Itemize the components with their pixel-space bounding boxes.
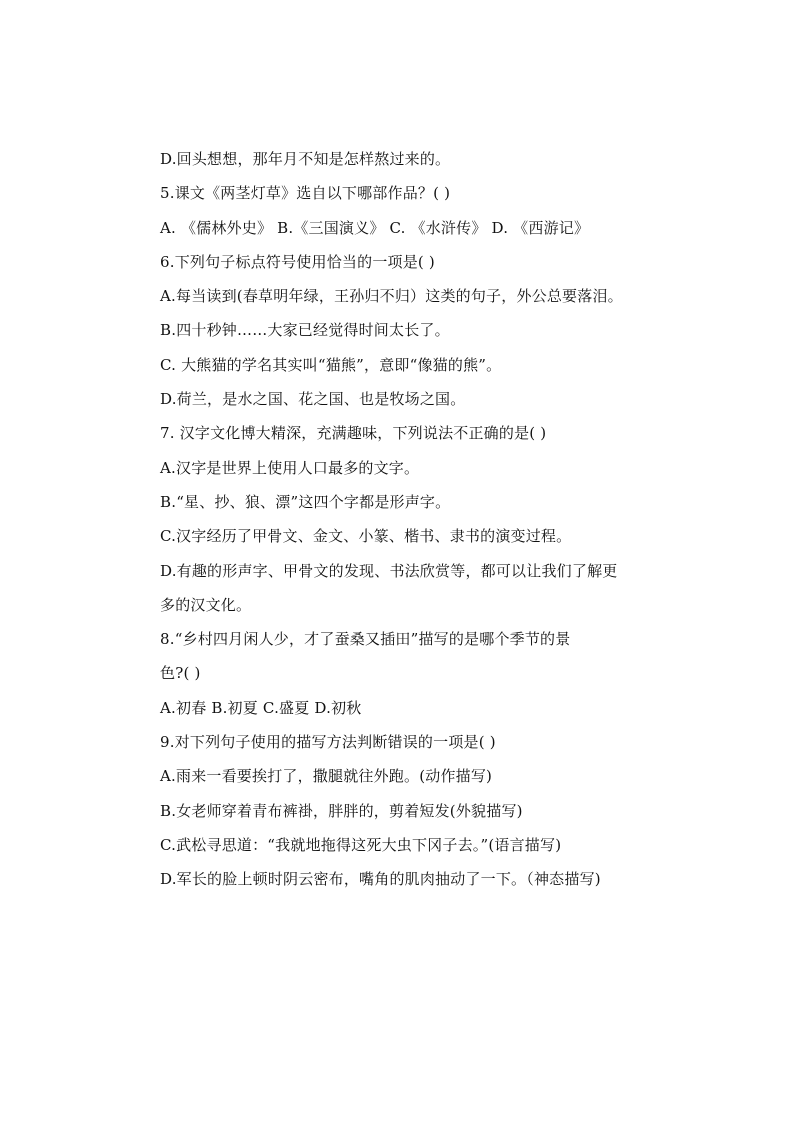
question-9-option-a: A.雨来一看要挨打了，撒腿就往外跑。(动作描写) — [160, 767, 493, 786]
question-6-option-b: B.四十秒钟……大家已经觉得时间太长了。 — [160, 321, 450, 340]
question-7-option-d-line-1: D.有趣的形声字、甲骨文的发现、书法欣赏等，都可以让我们了解更 — [160, 561, 618, 580]
question-5-options: A. 《儒林外史》 B.《三国演义》 C. 《水浒传》 D. 《西游记》 — [160, 218, 590, 237]
question-8-line-1: 8.“乡村四月闲人少，才了蚕桑又插田”描写的是哪个季节的景 — [160, 630, 571, 649]
question-9-option-d: D.军长的脸上顿时阴云密布，嘴角的肌肉抽动了一下。（神态描写) — [160, 870, 601, 889]
question-9-option-c: C.武松寻思道：“我就地拖得这死大虫下冈子去。”(语言描写) — [160, 835, 562, 854]
question-9: 9.对下列句子使用的描写方法判断错误的一项是( ) — [160, 733, 496, 752]
question-8-line-2: 色?( ) — [160, 664, 201, 683]
question-6-option-a: A.每当读到(春草明年绿，王孙归不归）这类的句子，外公总要落泪。 — [160, 287, 623, 306]
question-6-option-d: D.荷兰，是水之国、花之国、也是牧场之国。 — [160, 390, 466, 409]
question-6-option-c: C. 大熊猫的学名其实叫“猫熊”，意即“像猫的熊”。 — [160, 355, 502, 374]
question-7-option-b: B.“星、抄、狼、漂”这四个字都是形声字。 — [160, 492, 451, 511]
question-7-option-d-line-2: 多的汉文化。 — [160, 595, 252, 614]
question-9-option-b: B.女老师穿着青布裤褂，胖胖的，剪着短发(外貌描写) — [160, 801, 523, 820]
option-d-q4: D.回头想想，那年月不知是怎样熬过来的。 — [160, 150, 451, 168]
question-5: 5.课文《两茎灯草》选自以下哪部作品？( ) — [160, 184, 451, 203]
question-8-options: A.初春 B.初夏 C.盛夏 D.初秋 — [160, 698, 362, 717]
question-7-option-c: C.汉字经历了甲骨文、金文、小篆、楷书、隶书的演变过程。 — [160, 527, 572, 546]
question-6: 6.下列句子标点符号使用恰当的一项是( ) — [160, 252, 435, 271]
question-7: 7. 汉字文化博大精深，充满趣味，下列说法不正确的是( ) — [160, 424, 547, 443]
question-content — [160, 142, 655, 897]
question-7-option-a: A.汉字是世界上使用人口最多的文字。 — [160, 458, 420, 477]
